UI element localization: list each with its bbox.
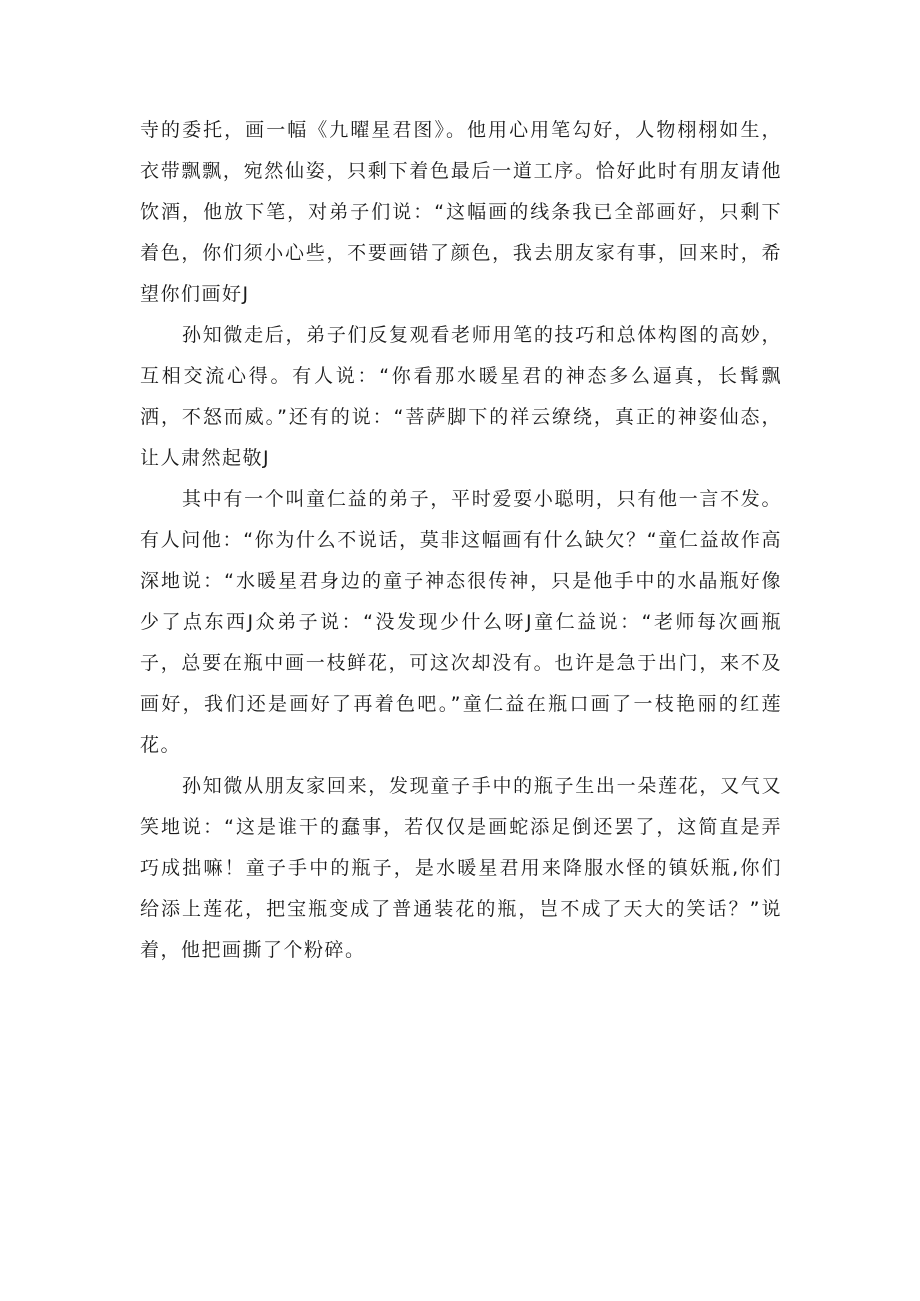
paragraph-3: 其中有一个叫童仁益的弟子，平时爱耍小聪明，只有他一言不发。有人问他：“你为什么不说话，莫非这幅画有什么缺欠？“童仁益故作高深地说：“水暖星君身边的童子神态很传神，只是他手中的水晶瓶好像少了点东西J众弟子说：“没发现少什么呀J童仁益说：“老师每次画瓶子，总要在瓶中画一枝鲜花，可这次却没有。也许是急于出门，来不及画好，我们还是画好了再着色吧。”童仁益在瓶口画了一枝艳丽的红莲花。 [140, 488, 782, 756]
paragraph-2: 孙知微走后，弟子们反复观看老师用笔的技巧和总体构图的高妙，互相交流心得。有人说：“你看那水暖星君的神态多么逼真，长髯飘洒，不怒而威。”还有的说：“菩萨脚下的祥云缭绕，真正的神姿仙态，让人肃然起敬J [140, 324, 782, 469]
paragraph-1: 寺的委托，画一幅《九曜星君图》。他用心用笔勾好，人物栩栩如生，衣带飘飘，宛然仙姿，只剩下着色最后一道工序。恰好此时有朋友请他饮酒，他放下笔，对弟子们说：“这幅画的线条我已全部画好，只剩下着色，你们须小心些，不要画错了颜色，我去朋友家有事，回来时，希望你们画好J [140, 119, 782, 305]
paragraph-4: 孙知微从朋友家回来，发现童子手中的瓶子生出一朵莲花，又气又笑地说：“这是谁干的蠢事，若仅仅是画蛇添足倒还罢了，这简直是弄巧成拙嘛！童子手中的瓶子，是水暖星君用来降服水怪的镇妖瓶,你们给添上莲花，把宝瓶变成了普通装花的瓶，岂不成了天大的笑话？”说着，他把画撕了个粉碎。 [140, 775, 782, 961]
article-body [140, 110, 782, 971]
